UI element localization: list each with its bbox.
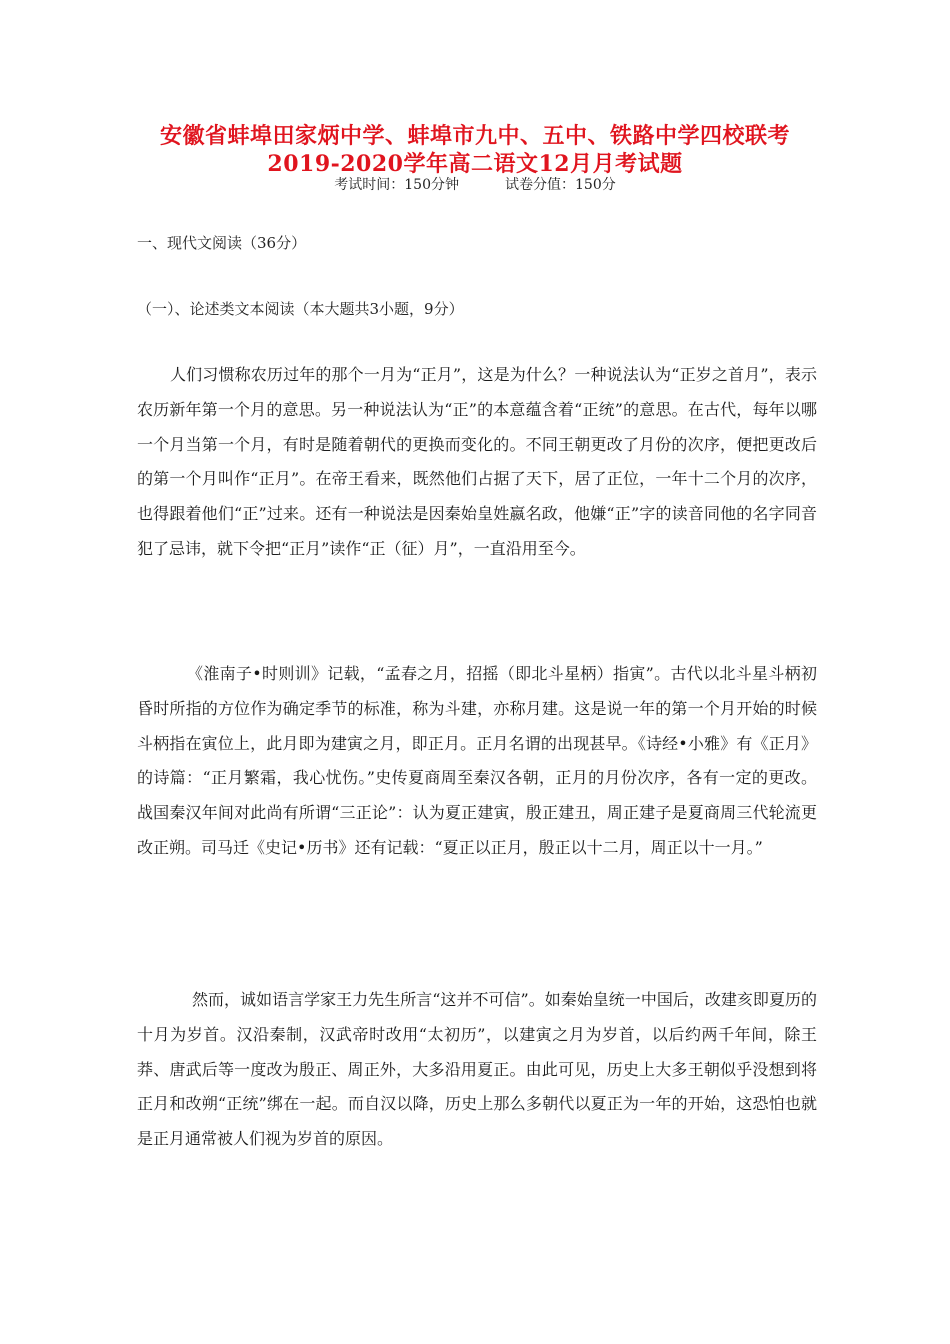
exam-score: 试卷分值：150分: [505, 177, 616, 193]
paragraph-2: 《淮南子•时则训》记载，“孟春之月，招摇（即北斗星柄）指寅”。古代以北斗星斗柄初昏时所指的方位作为确定季节的标准，称为斗建，亦称月建。这是说一年的第一个月开始的时候斗柄指在寅位上，此月即为建寅之月，即正月。正月名谓的出现甚早。《诗经•小雅》有《正月》的诗篇：“正月繁霜，我心忧伤。”史传夏商周至秦汉各朝，正月的月份次序，各有一定的更改。战国秦汉年间对此尚有所谓“三正论”：认为夏正建寅，殷正建丑，周正建子是夏商周三代轮流更改正朔。司马迁《史记•历书》还有记载：“夏正以正月，殷正以十二月，周正以十一月。”: [137, 664, 817, 857]
document-title-line-1: 安徽省蚌埠田家炳中学、蚌埠市九中、五中、铁路中学四校联考: [159, 123, 790, 149]
section-heading: 一、现代文阅读（36分）: [137, 234, 307, 252]
paragraph-3: 然而，诚如语言学家王力先生所言“这并不可信”。如秦始皇统一中国后，改建亥即夏历的十月为岁首。汉沿秦制，汉武帝时改用“太初历”，以建寅之月为岁首，以后约两千年间，除王莽、唐武后等一度改为殷正、周正外，大多沿用夏正。由此可见，历史上大多王朝似乎没想到将正月和改朔“正统”绑在一起。而自汉以降，历史上那么多朝代以夏正为一年的开始，这恐怕也就是正月通常被人们视为岁首的原因。: [137, 990, 817, 1149]
exam-time: 考试时间：150分钟: [334, 177, 459, 193]
subsection-heading: （一）、论述类文本阅读（本大题共3小题，9分）: [137, 300, 464, 318]
exam-info: [0, 175, 950, 195]
document-title-line-2: 2019-2020学年高二语文12月月考试题: [267, 151, 683, 177]
paragraph-1: 人们习惯称农历过年的那个一月为“正月”，这是为什么？一种说法认为“正岁之首月”，表示农历新年第一个月的意思。另一种说法认为“正”的本意蕴含着“正统”的意思。在古代，每年以哪一个月当第一个月，有时是随着朝代的更换而变化的。不同王朝更改了月份的次序，便把更改后的第一个月叫作“正月”。在帝王看来，既然他们占据了天下，居了正位，一年十二个月的次序，也得跟着他们“正”过来。还有一种说法是因秦始皇姓嬴名政，他嫌“正”字的读音同他的名字同音犯了忌讳，就下令把“正月”读作“正（征）月”，一直沿用至今。: [137, 365, 817, 558]
